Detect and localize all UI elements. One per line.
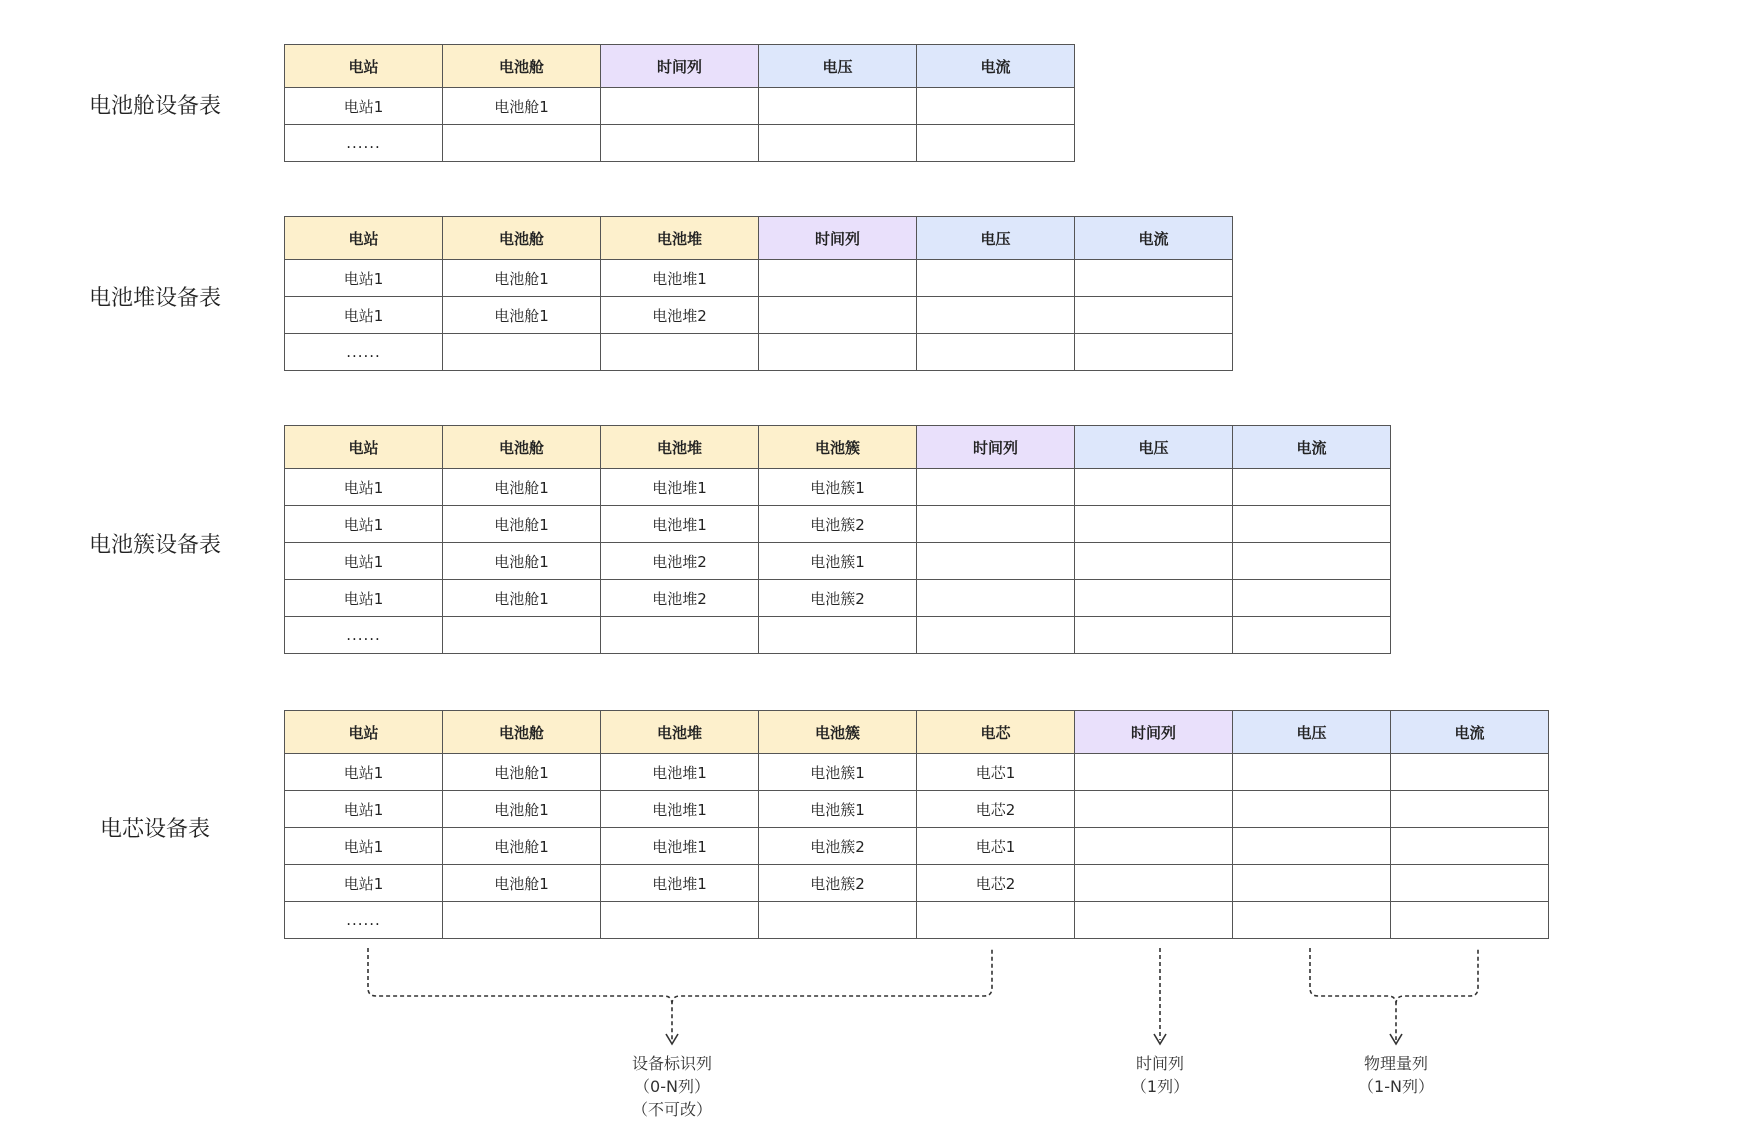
- table-cell: 电池簇2: [759, 828, 917, 865]
- table-cell: 电池舱1: [443, 580, 601, 617]
- column-header: 电池堆: [601, 426, 759, 469]
- table-cell: 电池簇1: [759, 543, 917, 580]
- table-cell: 电站1: [285, 791, 443, 828]
- column-header: 电池簇: [759, 711, 917, 754]
- column-header: 时间列: [759, 217, 917, 260]
- table-cell: 电池堆1: [601, 260, 759, 297]
- table-cell: 电池簇1: [759, 791, 917, 828]
- id-columns-annotation-line: 设备标识列: [631, 1054, 712, 1073]
- table-cell: 电池堆2: [601, 543, 759, 580]
- column-header: 电流: [1391, 711, 1549, 754]
- column-header: 电流: [1075, 217, 1233, 260]
- column-header: 时间列: [917, 426, 1075, 469]
- id-columns-annotation-line: （不可改）: [631, 1100, 712, 1119]
- table-cell: 电池舱1: [443, 260, 601, 297]
- column-header: 电站: [285, 711, 443, 754]
- time-column-annotation-line: 时间列: [1135, 1054, 1184, 1073]
- table-cell: 电池舱1: [443, 754, 601, 791]
- table-cell: ......: [285, 617, 443, 654]
- column-header: 电池舱: [443, 45, 601, 88]
- table-cell: 电池堆2: [601, 580, 759, 617]
- column-header: 时间列: [1075, 711, 1233, 754]
- column-header: 电压: [1233, 711, 1391, 754]
- table-cell: 电芯1: [917, 828, 1075, 865]
- table-cell: 电站1: [285, 828, 443, 865]
- table-cell: 电池舱1: [443, 297, 601, 334]
- table-cell: 电池舱1: [443, 791, 601, 828]
- table-cell: 电芯2: [917, 791, 1075, 828]
- physical-columns-annotation: [1296, 1052, 1496, 1098]
- table-cell: 电池舱1: [443, 469, 601, 506]
- table-cell: 电站1: [285, 754, 443, 791]
- table-cell: 电池舱1: [443, 506, 601, 543]
- table-cell: 电站1: [285, 88, 443, 125]
- table-cell: 电站1: [285, 469, 443, 506]
- time-column-annotation-line: （1列）: [1130, 1077, 1190, 1096]
- table-cell: 电池堆1: [601, 506, 759, 543]
- table-cell: 电池簇1: [759, 469, 917, 506]
- table-cell: 电池舱1: [443, 88, 601, 125]
- table-cell: 电站1: [285, 580, 443, 617]
- column-header: 时间列: [601, 45, 759, 88]
- table-title: 电芯设备表: [99, 817, 210, 842]
- table-cell: 电池堆1: [601, 754, 759, 791]
- column-header: 电池舱: [443, 217, 601, 260]
- table-cell: ......: [285, 334, 443, 371]
- physical-columns-bracket: [1310, 948, 1478, 1040]
- table-cell: 电芯2: [917, 865, 1075, 902]
- table-title: 电池舱设备表: [88, 94, 221, 119]
- id-columns-annotation: [572, 1052, 772, 1121]
- table-cell: ......: [285, 125, 443, 162]
- column-header: 电池堆: [601, 217, 759, 260]
- table-cell: 电池堆2: [601, 297, 759, 334]
- table-cell: 电站1: [285, 865, 443, 902]
- id-columns-bracket: [368, 948, 992, 1040]
- table-cell: 电池舱1: [443, 828, 601, 865]
- table-cell: 电池簇1: [759, 754, 917, 791]
- table-cell: 电站1: [285, 506, 443, 543]
- table-cell: 电池簇2: [759, 580, 917, 617]
- column-header: 电池簇: [759, 426, 917, 469]
- column-header: 电流: [917, 45, 1075, 88]
- table-cell: 电站1: [285, 543, 443, 580]
- table-cell: 电池簇2: [759, 506, 917, 543]
- table-cell: 电芯1: [917, 754, 1075, 791]
- column-header: 电池舱: [443, 711, 601, 754]
- column-header: 电压: [759, 45, 917, 88]
- column-header: 电池堆: [601, 711, 759, 754]
- id-columns-annotation-line: （0-N列）: [634, 1077, 710, 1096]
- table-title: 电池堆设备表: [88, 286, 221, 311]
- column-header: 电站: [285, 217, 443, 260]
- table-cell: 电池舱1: [443, 865, 601, 902]
- table-cell: 电池簇2: [759, 865, 917, 902]
- column-header: 电芯: [917, 711, 1075, 754]
- column-header: 电站: [285, 426, 443, 469]
- table-cell: ......: [285, 902, 443, 939]
- time-column-annotation: [1060, 1052, 1260, 1098]
- column-header: 电压: [1075, 426, 1233, 469]
- column-header: 电池舱: [443, 426, 601, 469]
- physical-columns-annotation-line: （1-N列）: [1358, 1077, 1434, 1096]
- column-header: 电流: [1233, 426, 1391, 469]
- table-cell: 电池堆1: [601, 791, 759, 828]
- table-cell: 电站1: [285, 260, 443, 297]
- table-title: 电池簇设备表: [88, 533, 221, 558]
- table-cell: 电池堆1: [601, 469, 759, 506]
- table-cell: 电站1: [285, 297, 443, 334]
- column-header: 电站: [285, 45, 443, 88]
- table-cell: 电池舱1: [443, 543, 601, 580]
- table-cell: 电池堆1: [601, 828, 759, 865]
- table-cell: 电池堆1: [601, 865, 759, 902]
- column-header: 电压: [917, 217, 1075, 260]
- physical-columns-annotation-line: 物理量列: [1363, 1054, 1428, 1073]
